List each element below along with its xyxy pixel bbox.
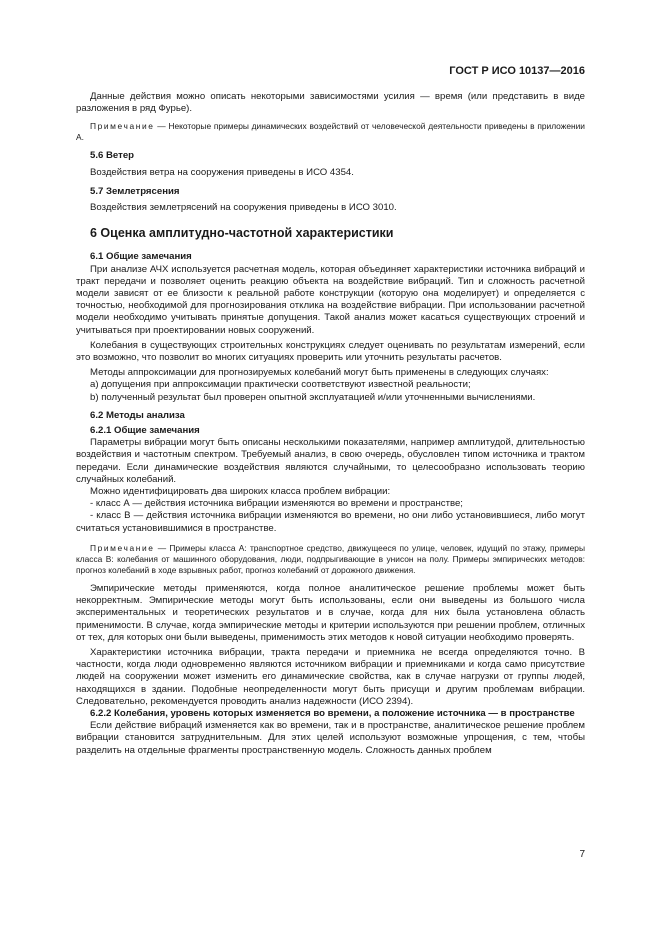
paragraph-6-2-1-1: Параметры вибрации могут быть описаны несколькими показателями, например амплитудой, длительностью воздействия и частотным спектром. Требуемый анализ, в свою очередь, обусловлен типом источника и трактом передачи. Если динамические воздействия являются случайными, то целесообразно использовать теорию случайных колебаний. xyxy=(76,437,585,485)
list-item-class-b: - класс В — действия источника вибрации изменяются во времени, но они либо установившиеся, либо могут считаться установившимися в пространстве. xyxy=(76,510,585,534)
heading-6: 6 Оценка амплитудно-частотной характеристики xyxy=(90,226,394,241)
heading-5-6: 5.6 Ветер xyxy=(90,150,135,162)
paragraph-earthquake: Воздействия землетрясений на сооружения приведены в ИСО 3010. xyxy=(90,202,397,214)
heading-6-2-2: 6.2.2 Колебания, уровень которых изменяется во времени, а положение источника — в пространстве xyxy=(90,707,575,719)
note-2 xyxy=(76,543,585,576)
paragraph-6-2-2-1: Если действие вибраций изменяется как во времени, так и в пространстве, аналитическое решение проблем вибрации становится затруднительным. Для этих целей используют возможные упрощения, с тем, чтобы разделить на отдельные фрагменты пространственную модель. Сложность данных проблем xyxy=(76,720,585,756)
heading-6-1: 6.1 Общие замечания xyxy=(90,251,192,263)
paragraph-6-1-1: При анализе АЧХ используется расчетная модель, которая объединяет характеристики источника вибраций и тракт передачи и позволяет оценить реакцию объекта на воздействие вибраций. Тип и сложность расчетной модели зависят от ее близости к реальной работе конструкции (которую она моделирует) и определяется с точностью, необходимой для прогнозирования отклика на воздействие вибрации. При использовании расчетной модели необходимо учитывать принятые допущения. Такой анализ может касаться существующих строений и учитываться при проектировании новых сооружений. xyxy=(76,263,585,336)
list-item-class-a: - класс А — действия источника вибрации изменяются во времени и пространстве; xyxy=(90,498,463,510)
note-text: — Некоторые примеры динамических воздействий от человеческой деятельности приведены в приложении А. xyxy=(76,121,585,143)
paragraph-6-1-2: Колебания в существующих строительных конструкциях следует оценивать по результатам измерений, если это возможно, что позволит во многих ситуациях проверить или уточнить результаты расчетов. xyxy=(76,339,585,364)
note-label: Примечание xyxy=(90,121,155,132)
note-1 xyxy=(76,121,585,143)
paragraph-empirical: Эмпирические методы применяются, когда полное аналитическое решение проблемы может быть некорректным. Эмпирические методы могут быть использованы, если они выведены из большого числа экспериментальных и теоретических результатов и в случае, когда для них была установлена область применимости. В случае, когда эмпирические методы и критерии используются при решении проблем, отличных от тех, для которых они были выведены, применимость этих методов к новой ситуации необходимо проверять. xyxy=(76,582,585,643)
paragraph-characteristics: Характеристики источника вибрации, тракта передачи и приемника не всегда определяются точно. В частности, когда люди одновременно являются источником вибрации и приемниками и когда само присутствие людей на сооружении может изменить его динамические свойства, как в случае нагрузки от группы людей, находящихся в здании. Подобные неопределенности могут быть присущи и другим проблемам вибрации. Следовательно, рекомендуется проводить анализ надежности (ИСО 2394). xyxy=(76,646,585,707)
note-text: — Примеры класса А: транспортное средство, движущееся по улице, человек, идущий по этажу, примеры класса В: колебания от машинного оборудования, люди, подпрыгивающие в унисон на полу. Примеры эмпирических методов: прогноз колебаний в ходе взрывных работ, прогноз колебаний от дорожного движения. xyxy=(76,542,585,575)
heading-5-7: 5.7 Землетрясения xyxy=(90,185,180,197)
page-number: 7 xyxy=(579,849,585,860)
paragraph-6-2-1-2: Можно идентифицировать два широких класса проблем вибрации: xyxy=(90,486,391,498)
paragraph-6-1-3: Методы аппроксимации для прогнозируемых колебаний могут быть применены в следующих случаях: xyxy=(90,367,549,379)
heading-6-2-1: 6.2.1 Общие замечания xyxy=(90,425,200,437)
paragraph-intro: Данные действия можно описать некоторыми зависимостями усилия — время (или представить в виде разложения в ряд Фурье). xyxy=(76,91,585,115)
note-label: Примечание xyxy=(90,542,155,553)
paragraph-wind: Воздействия ветра на сооружения приведены в ИСО 4354. xyxy=(90,166,354,178)
heading-6-2: 6.2 Методы анализа xyxy=(90,409,185,421)
list-item-b: b) полученный результат был проверен опытной эксплуатацией и/или уточненными вычислениями. xyxy=(90,391,536,403)
document-header: ГОСТ Р ИСО 10137—2016 xyxy=(449,65,585,77)
list-item-a: а) допущения при аппроксимации практически соответствуют известной реальности; xyxy=(90,379,471,391)
